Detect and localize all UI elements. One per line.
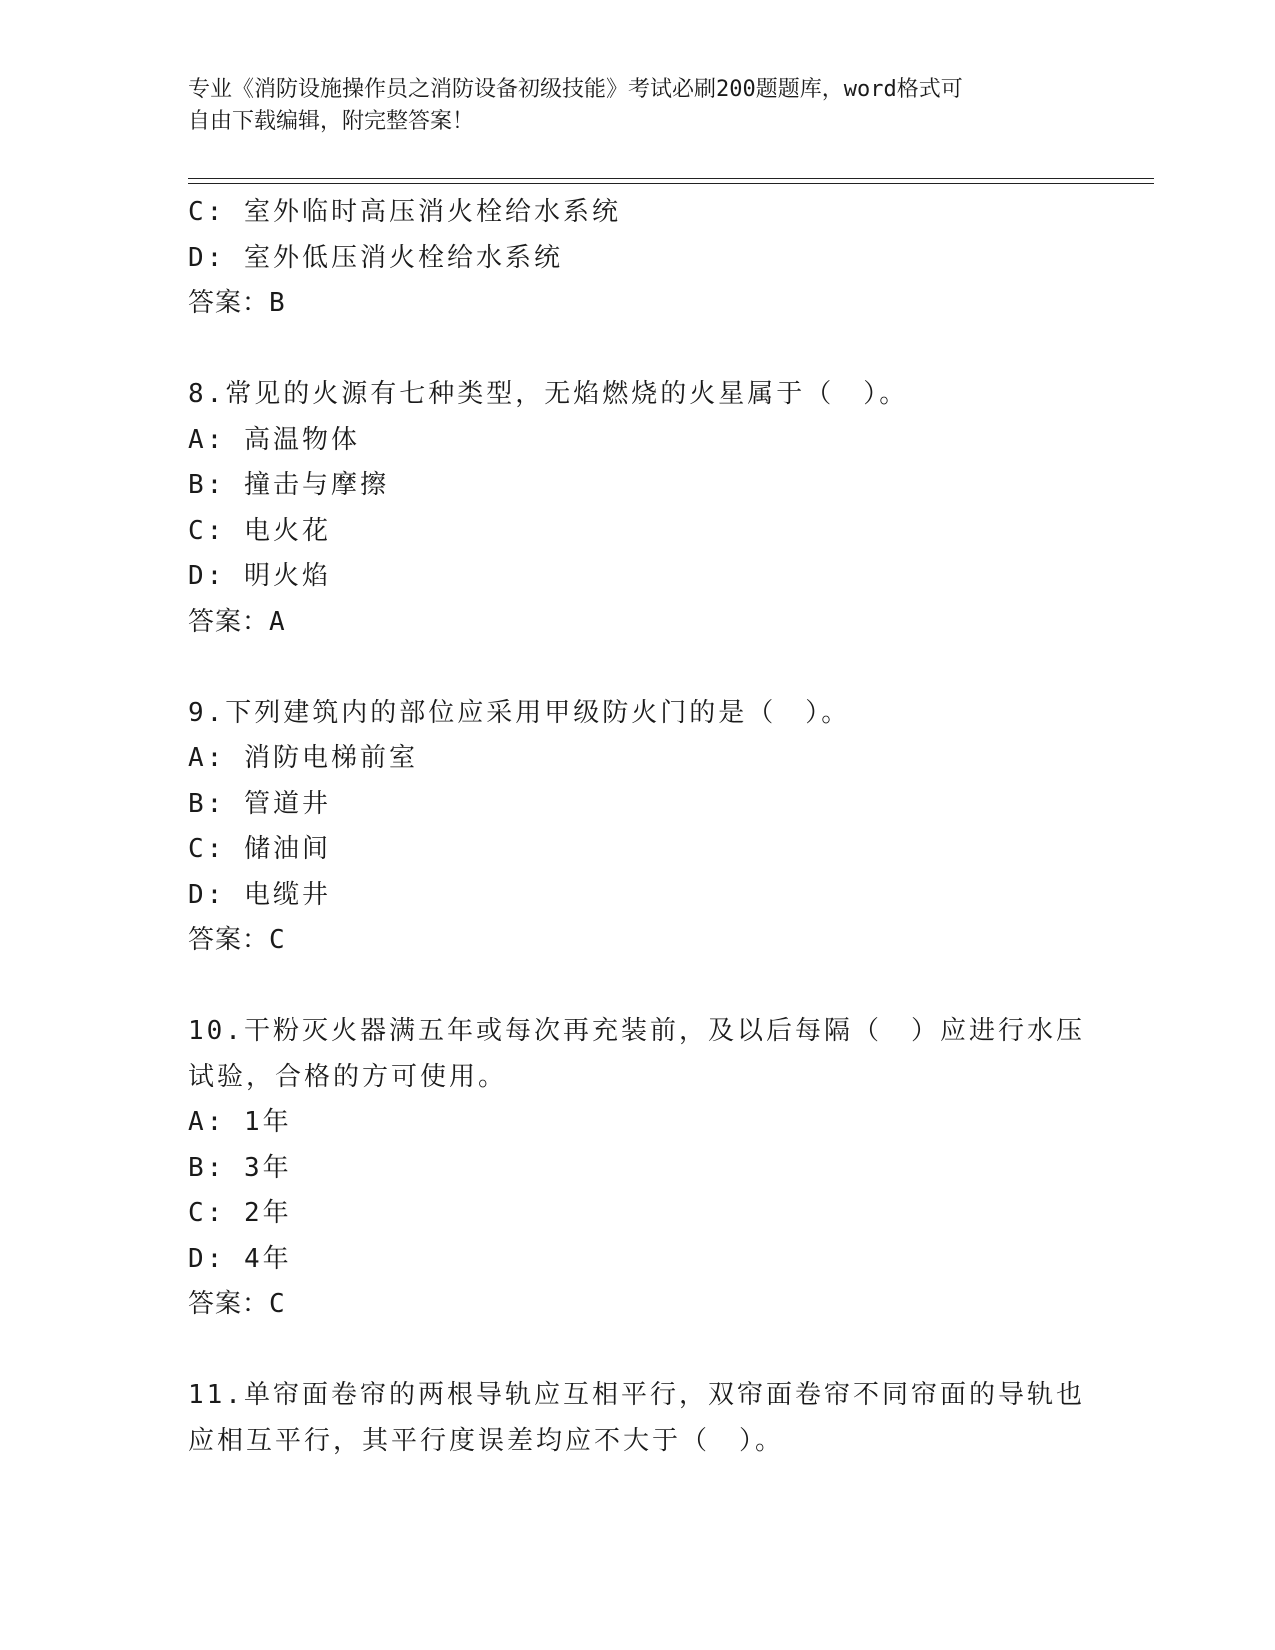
question-stem-line-1: 11.单帘面卷帘的两根导轨应互相平行，双帘面卷帘不同帘面的导轨也	[188, 1380, 1085, 1410]
answer: 答案：C	[188, 1289, 286, 1319]
option-a: A: 消防电梯前室	[188, 743, 418, 773]
option-b: B: 撞击与摩擦	[188, 470, 389, 500]
header-divider-bottom	[188, 183, 1154, 184]
option-a: A: 1年	[188, 1107, 292, 1137]
question-9	[188, 691, 1088, 964]
answer: 答案：A	[188, 606, 286, 637]
answer: 答案：B	[188, 288, 286, 318]
option-b: B: 管道井	[188, 788, 331, 819]
question-stem-line-2: 试验，合格的方可使用。	[188, 1061, 508, 1092]
option-d: D: 4年	[188, 1243, 292, 1274]
option-c: C: 2年	[188, 1198, 292, 1228]
question-stem: 8.常见的火源有七种类型，无焰燃烧的火星属于（ ）。	[188, 379, 909, 409]
option-d: D: 电缆井	[188, 879, 331, 910]
option-d: D: 明火焰	[188, 561, 331, 591]
document-header	[188, 74, 1068, 138]
question-stem: 9.下列建筑内的部位应采用甲级防火门的是（ ）。	[188, 697, 851, 728]
option-c: C: 储油间	[188, 834, 331, 864]
question-7-continued	[188, 190, 1088, 327]
option-c: C: 室外临时高压消火栓给水系统	[188, 197, 621, 227]
question-11	[188, 1373, 1088, 1464]
question-stem-line-2: 应相互平行，其平行度误差均应不大于（ ）。	[188, 1425, 785, 1456]
answer: 答案：C	[188, 925, 286, 955]
option-d: D: 室外低压消火栓给水系统	[188, 242, 563, 273]
option-a: A: 高温物体	[188, 424, 360, 455]
question-list	[188, 190, 1088, 1464]
option-c: C: 电火花	[188, 515, 331, 546]
question-10	[188, 1009, 1088, 1328]
option-b: B: 3年	[188, 1152, 292, 1183]
header-line-1: 专业《消防设施操作员之消防设备初级技能》考试必刷200题题库，word格式可	[188, 77, 963, 102]
question-stem-line-1: 10.干粉灭火器满五年或每次再充装前，及以后每隔（ ）应进行水压	[188, 1016, 1085, 1046]
question-8	[188, 372, 1088, 645]
header-line-2: 自由下载编辑，附完整答案！	[188, 109, 475, 134]
header-divider-top	[188, 178, 1154, 179]
